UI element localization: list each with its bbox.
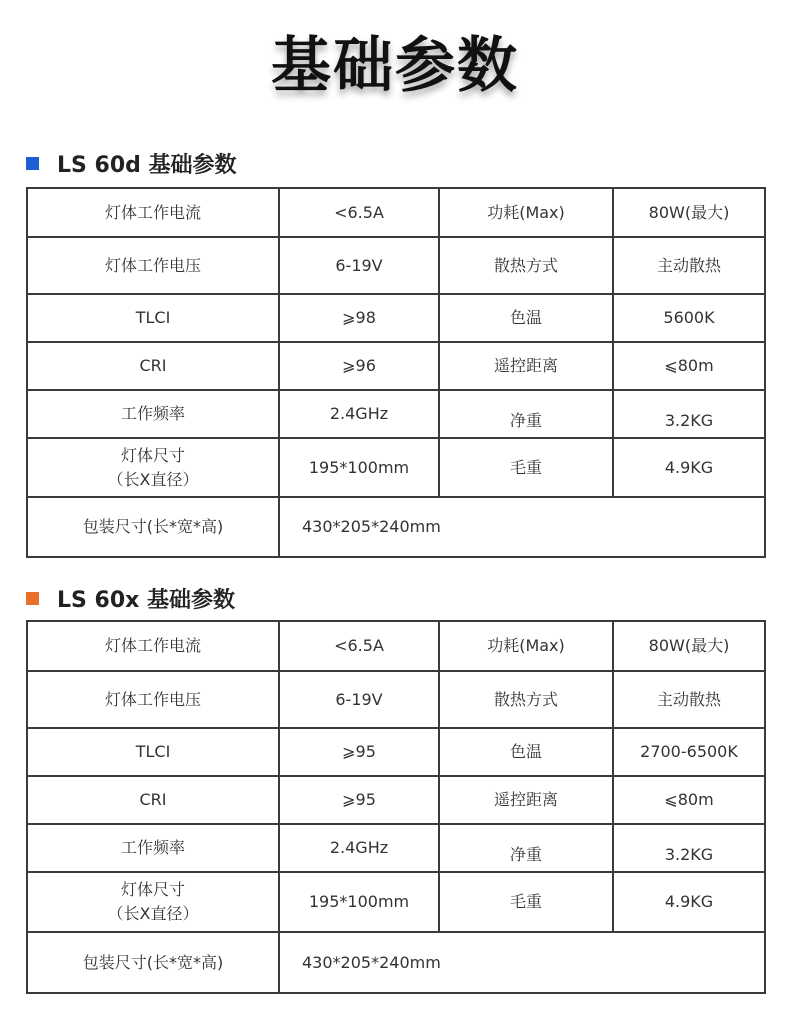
table-row xyxy=(27,390,765,438)
spec-value: 80W(最大) xyxy=(613,188,765,237)
spec-value: 3.2KG xyxy=(613,824,765,872)
spec-value: 6-19V xyxy=(279,671,439,728)
table-row xyxy=(27,728,765,776)
spec-value: 6-19V xyxy=(279,237,439,294)
spec-value: 80W(最大) xyxy=(613,621,765,671)
spec-label: 遥控距离 xyxy=(439,776,613,824)
section-title: LS 60x 基础参数 xyxy=(57,587,235,613)
table-row xyxy=(27,776,765,824)
spec-value: 2.4GHz xyxy=(279,824,439,872)
spec-value: 主动散热 xyxy=(613,671,765,728)
spec-label: TLCI xyxy=(27,294,279,342)
spec-value: 430*205*240mm xyxy=(279,497,765,557)
spec-value: 主动散热 xyxy=(613,237,765,294)
spec-value: 195*100mm xyxy=(279,872,439,932)
spec-table-ls60x xyxy=(26,620,766,994)
blue-square-marker-icon xyxy=(26,157,39,170)
spec-value: <6.5A xyxy=(279,621,439,671)
spec-value: ⩽80m xyxy=(613,342,765,390)
spec-label: 功耗(Max) xyxy=(439,621,613,671)
spec-label: 灯体工作电压 xyxy=(27,237,279,294)
spec-label: 工作频率 xyxy=(27,824,279,872)
spec-label: 功耗(Max) xyxy=(439,188,613,237)
spec-label: 包装尺寸(长*宽*高) xyxy=(27,497,279,557)
spec-value: 3.2KG xyxy=(613,390,765,438)
spec-value: 4.9KG xyxy=(613,872,765,932)
table-row xyxy=(27,342,765,390)
spec-label: TLCI xyxy=(27,728,279,776)
table-row xyxy=(27,188,765,237)
spec-label: 散热方式 xyxy=(439,237,613,294)
spec-label-two-line xyxy=(27,872,279,932)
section-heading-ls60x xyxy=(26,581,235,615)
page-title: 基础参数 xyxy=(271,31,519,101)
spec-label: 净重 xyxy=(439,390,613,438)
spec-label: CRI xyxy=(27,776,279,824)
spec-value: 5600K xyxy=(613,294,765,342)
spec-value: ⩾98 xyxy=(279,294,439,342)
table-row xyxy=(27,932,765,993)
orange-square-marker-icon xyxy=(26,592,39,605)
spec-label-line-1: 灯体尺寸 xyxy=(120,445,185,465)
table-row xyxy=(27,621,765,671)
table-row xyxy=(27,438,765,497)
spec-value: ⩾95 xyxy=(279,728,439,776)
spec-value: <6.5A xyxy=(279,188,439,237)
table-row xyxy=(27,671,765,728)
table-row xyxy=(27,872,765,932)
spec-label: 灯体工作电流 xyxy=(27,188,279,237)
table-row xyxy=(27,497,765,557)
spec-table-ls60d xyxy=(26,187,766,558)
spec-value: ⩽80m xyxy=(613,776,765,824)
spec-label: 净重 xyxy=(439,824,613,872)
spec-value: ⩾95 xyxy=(279,776,439,824)
spec-label: 毛重 xyxy=(439,872,613,932)
table-row xyxy=(27,294,765,342)
spec-value: 4.9KG xyxy=(613,438,765,497)
spec-label: CRI xyxy=(27,342,279,390)
spec-label: 灯体工作电压 xyxy=(27,671,279,728)
spec-value: 2700-6500K xyxy=(613,728,765,776)
table-row xyxy=(27,237,765,294)
spec-label: 色温 xyxy=(439,294,613,342)
spec-label-line-2: （长X直径） xyxy=(107,469,199,489)
spec-label: 工作频率 xyxy=(27,390,279,438)
spec-value: 430*205*240mm xyxy=(279,932,765,993)
spec-value: 195*100mm xyxy=(279,438,439,497)
spec-label: 散热方式 xyxy=(439,671,613,728)
spec-label: 毛重 xyxy=(439,438,613,497)
spec-label: 包装尺寸(长*宽*高) xyxy=(27,932,279,993)
spec-label-line-1: 灯体尺寸 xyxy=(120,880,185,899)
spec-label: 遥控距离 xyxy=(439,342,613,390)
spec-label: 色温 xyxy=(439,728,613,776)
spec-label-two-line xyxy=(27,438,279,497)
section-title: LS 60d 基础参数 xyxy=(57,152,237,178)
spec-value: ⩾96 xyxy=(279,342,439,390)
spec-label: 灯体工作电流 xyxy=(27,621,279,671)
section-heading-ls60d xyxy=(26,146,237,180)
spec-value: 2.4GHz xyxy=(279,390,439,438)
spec-label-line-2: （长X直径） xyxy=(107,904,199,923)
table-row xyxy=(27,824,765,872)
